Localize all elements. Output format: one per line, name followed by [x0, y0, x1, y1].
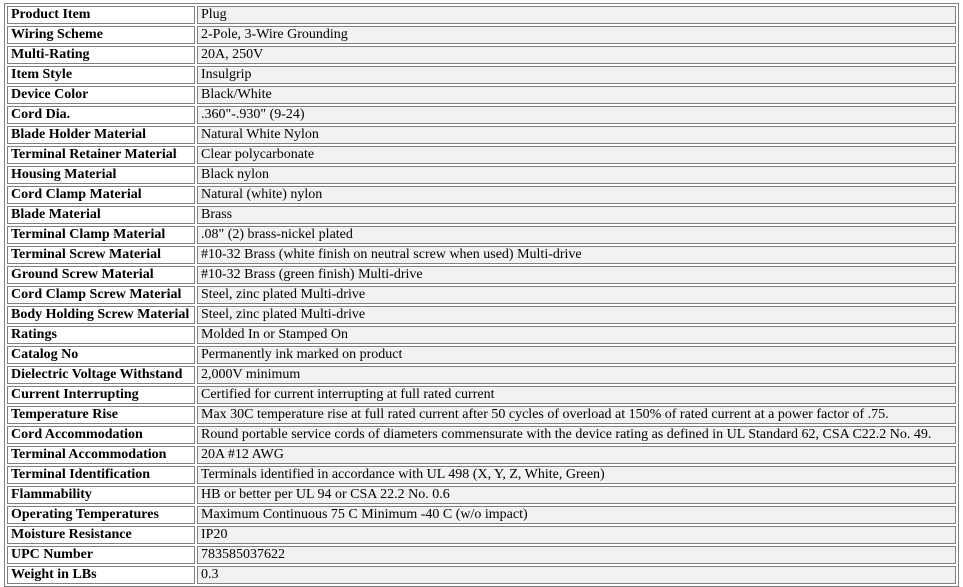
- spec-value: Permanently ink marked on product: [197, 346, 956, 364]
- spec-label: Catalog No: [7, 346, 195, 364]
- table-row: [7, 286, 956, 304]
- table-row: [7, 406, 956, 424]
- table-row: [7, 246, 956, 264]
- table-row: [7, 526, 956, 544]
- spec-value: Molded In or Stamped On: [197, 326, 956, 344]
- spec-value: 0.3: [197, 566, 956, 584]
- table-row: [7, 86, 956, 104]
- spec-label: Cord Accommodation: [7, 426, 195, 444]
- spec-label: Flammability: [7, 486, 195, 504]
- table-row: [7, 26, 956, 44]
- table-row: [7, 66, 956, 84]
- spec-label: Cord Clamp Screw Material: [7, 286, 195, 304]
- table-row: [7, 546, 956, 564]
- spec-label: Current Interrupting: [7, 386, 195, 404]
- spec-label: Dielectric Voltage Withstand: [7, 366, 195, 384]
- spec-value: Brass: [197, 206, 956, 224]
- table-row: [7, 266, 956, 284]
- table-row: [7, 206, 956, 224]
- spec-table-body: [7, 6, 956, 584]
- spec-value: Max 30C temperature rise at full rated current after 50 cycles of overload at 150% of rated current at a power factor of .75.: [197, 406, 956, 424]
- spec-value: 2,000V minimum: [197, 366, 956, 384]
- table-row: [7, 486, 956, 504]
- spec-value: Insulgrip: [197, 66, 956, 84]
- table-row: [7, 326, 956, 344]
- table-row: [7, 46, 956, 64]
- spec-label: Terminal Identification: [7, 466, 195, 484]
- spec-value: Black/White: [197, 86, 956, 104]
- table-row: [7, 506, 956, 524]
- spec-label: Operating Temperatures: [7, 506, 195, 524]
- spec-value: Natural (white) nylon: [197, 186, 956, 204]
- table-row: [7, 346, 956, 364]
- spec-label: Body Holding Screw Material: [7, 306, 195, 324]
- spec-value: Clear polycarbonate: [197, 146, 956, 164]
- table-row: [7, 6, 956, 24]
- spec-value: 20A #12 AWG: [197, 446, 956, 464]
- spec-value: Steel, zinc plated Multi-drive: [197, 286, 956, 304]
- table-row: [7, 366, 956, 384]
- spec-value: 20A, 250V: [197, 46, 956, 64]
- spec-value: 2-Pole, 3-Wire Grounding: [197, 26, 956, 44]
- spec-label: Cord Clamp Material: [7, 186, 195, 204]
- spec-value: Round portable service cords of diameters commensurate with the device rating as defined in UL Standard 62, CSA C22.2 No. 49.: [197, 426, 956, 444]
- spec-label: Moisture Resistance: [7, 526, 195, 544]
- spec-label: Terminal Screw Material: [7, 246, 195, 264]
- spec-value: .08" (2) brass-nickel plated: [197, 226, 956, 244]
- table-row: [7, 446, 956, 464]
- spec-label: Product Item: [7, 6, 195, 24]
- spec-value: 783585037622: [197, 546, 956, 564]
- spec-value: Terminals identified in accordance with UL 498 (X, Y, Z, White, Green): [197, 466, 956, 484]
- spec-value: Certified for current interrupting at full rated current: [197, 386, 956, 404]
- spec-label: Temperature Rise: [7, 406, 195, 424]
- spec-label: Terminal Clamp Material: [7, 226, 195, 244]
- spec-label: Device Color: [7, 86, 195, 104]
- table-row: [7, 306, 956, 324]
- spec-value: Steel, zinc plated Multi-drive: [197, 306, 956, 324]
- spec-label: Cord Dia.: [7, 106, 195, 124]
- spec-value: #10-32 Brass (green finish) Multi-drive: [197, 266, 956, 284]
- spec-value: HB or better per UL 94 or CSA 22.2 No. 0.6: [197, 486, 956, 504]
- spec-label: Multi-Rating: [7, 46, 195, 64]
- spec-value: #10-32 Brass (white finish on neutral screw when used) Multi-drive: [197, 246, 956, 264]
- table-row: [7, 126, 956, 144]
- table-row: [7, 106, 956, 124]
- spec-value: .360"-.930" (9-24): [197, 106, 956, 124]
- spec-label: Ratings: [7, 326, 195, 344]
- spec-label: Item Style: [7, 66, 195, 84]
- spec-label: Blade Holder Material: [7, 126, 195, 144]
- spec-value: Black nylon: [197, 166, 956, 184]
- spec-label: Ground Screw Material: [7, 266, 195, 284]
- spec-label: Wiring Scheme: [7, 26, 195, 44]
- spec-label: Housing Material: [7, 166, 195, 184]
- spec-label: Weight in LBs: [7, 566, 195, 584]
- spec-value: Plug: [197, 6, 956, 24]
- table-row: [7, 226, 956, 244]
- spec-value: Maximum Continuous 75 C Minimum -40 C (w/o impact): [197, 506, 956, 524]
- spec-label: Terminal Accommodation: [7, 446, 195, 464]
- spec-value: IP20: [197, 526, 956, 544]
- table-row: [7, 466, 956, 484]
- spec-value: Natural White Nylon: [197, 126, 956, 144]
- table-row: [7, 146, 956, 164]
- spec-label: Blade Material: [7, 206, 195, 224]
- table-row: [7, 566, 956, 584]
- table-row: [7, 386, 956, 404]
- spec-label: Terminal Retainer Material: [7, 146, 195, 164]
- table-row: [7, 166, 956, 184]
- spec-label: UPC Number: [7, 546, 195, 564]
- table-row: [7, 426, 956, 444]
- spec-table: [4, 3, 959, 587]
- table-row: [7, 186, 956, 204]
